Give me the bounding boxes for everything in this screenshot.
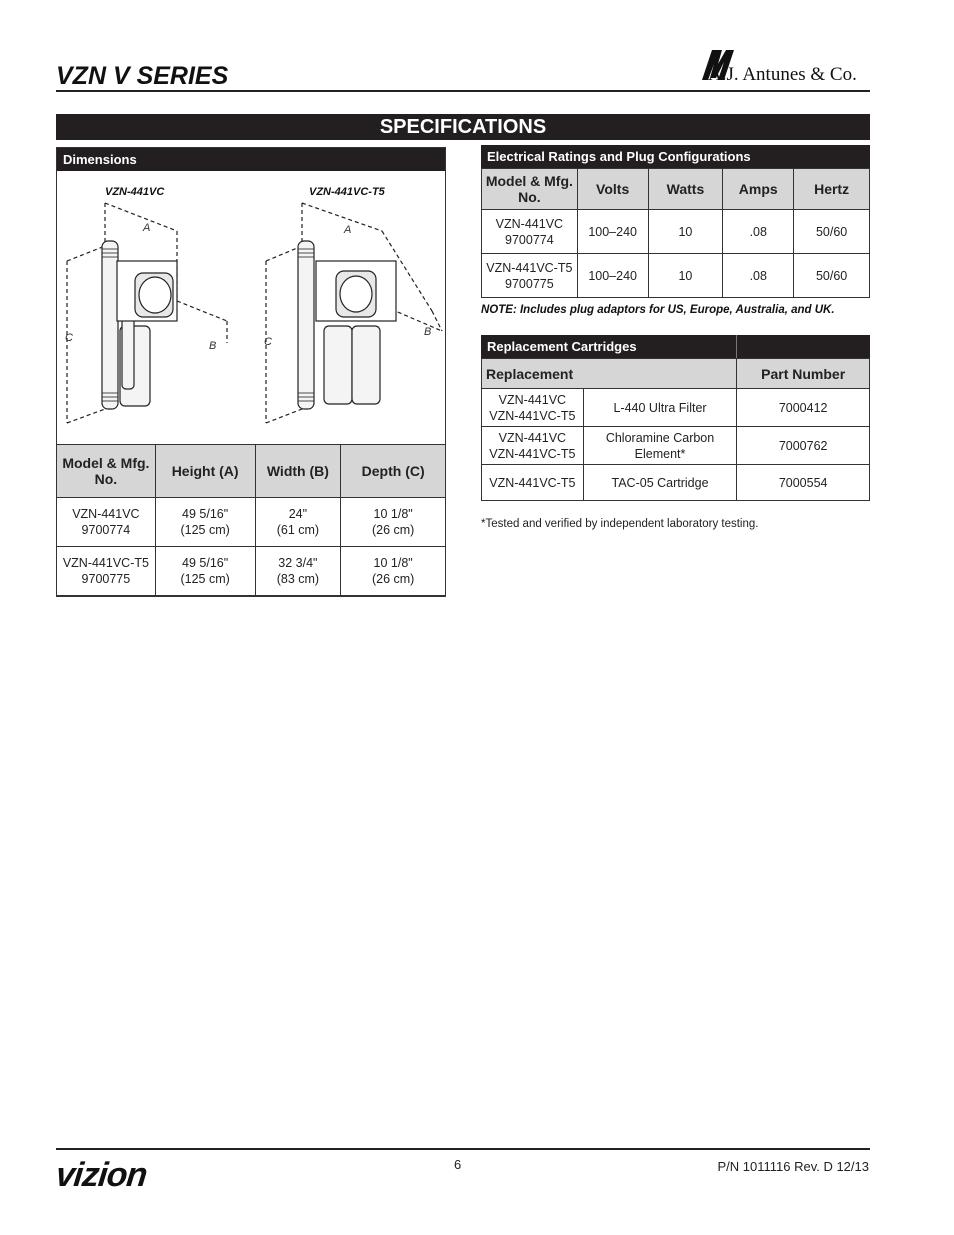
dimensions-heading: Dimensions (57, 148, 445, 171)
col-header-model: Model & Mfg. No. (482, 169, 578, 210)
hertz: 50/60 (794, 254, 870, 298)
drawing-label-441vc: VZN-441VC (105, 186, 165, 198)
width-cm: (83 cm) (276, 572, 320, 586)
document-part-number: P/N 1011116 Rev. D 12/13 (717, 1159, 869, 1174)
model: VZN-441VC-T5 (62, 556, 149, 570)
drawing-label-441vc-t5: VZN-441VC-T5 (309, 186, 385, 198)
width-cm: (61 cm) (276, 523, 320, 537)
table-row (57, 498, 446, 547)
dim-label-b: B (209, 340, 217, 352)
table-row (482, 427, 870, 465)
table-row (482, 210, 870, 254)
table-row (57, 547, 446, 596)
testing-footnote: *Tested and verified by independent laboratory testing. (481, 518, 759, 530)
width: 32 3/4" (278, 556, 318, 570)
document-title: VZN V SERIES (56, 62, 229, 90)
dim-label-a: A (143, 222, 151, 234)
brand-logo (698, 44, 873, 88)
dimensions-drawings (57, 171, 445, 444)
width: 24" (288, 507, 308, 521)
col-header-depth: Depth (C) (341, 445, 446, 498)
height: 49 5/16" (182, 507, 229, 521)
col-header-volts: Volts (577, 169, 648, 210)
section-banner: SPECIFICATIONS (56, 114, 870, 140)
height: 49 5/16" (182, 556, 229, 570)
dim-label-c: C (65, 332, 73, 344)
amps: .08 (723, 210, 794, 254)
depth: 10 1/8" (373, 556, 413, 570)
vizion-logo: vizion (54, 1156, 149, 1194)
watts: 10 (648, 210, 723, 254)
part-number: 7000762 (737, 427, 870, 465)
depth-cm: (26 cm) (371, 572, 415, 586)
electrical-heading: Electrical Ratings and Plug Configurations (481, 145, 870, 168)
hertz: 50/60 (794, 210, 870, 254)
col-header-part-number: Part Number (737, 359, 870, 389)
volts: 100–240 (577, 210, 648, 254)
mfg-number: 9700774 (505, 232, 554, 247)
footer-rule (56, 1148, 870, 1150)
col-header-model: Model & Mfg. No. (57, 445, 156, 498)
col-header-hertz: Hertz (794, 169, 870, 210)
mfg-number: 9700774 (81, 523, 131, 537)
model: VZN-441VC (495, 216, 564, 231)
model: VZN-441VC-T5 (486, 260, 573, 275)
watts: 10 (648, 254, 723, 298)
model: VZN-441VC (498, 430, 567, 445)
part-number: 7000412 (737, 389, 870, 427)
header-rule (56, 90, 870, 92)
cartridge-name: Chloramine Carbon (605, 430, 715, 445)
cartridge-name: Element* (634, 446, 686, 461)
amps: .08 (723, 254, 794, 298)
model: VZN-441VC-T5 (489, 408, 576, 423)
col-header-watts: Watts (648, 169, 723, 210)
volts: 100–240 (577, 254, 648, 298)
dim-label-c: C (264, 336, 272, 348)
part-number: 7000554 (737, 465, 870, 501)
table-row (482, 254, 870, 298)
col-header-height: Height (A) (155, 445, 255, 498)
table-row (482, 389, 870, 427)
depth: 10 1/8" (373, 507, 413, 521)
dimensions-table (56, 444, 446, 596)
height-cm: (125 cm) (180, 572, 230, 586)
table-row (482, 465, 870, 501)
dim-label-b: B (424, 326, 432, 338)
dimensions-panel (56, 147, 446, 597)
electrical-panel (481, 145, 870, 316)
model: VZN-441VC-T5 (489, 446, 576, 461)
cartridge-name: L-440 Ultra Filter (583, 389, 737, 427)
dim-label-a: A (344, 224, 352, 236)
cartridge-name: TAC-05 Cartridge (583, 465, 737, 501)
brand-name: A.J. Antunes & Co. (708, 64, 857, 85)
unit-drawing-441vc (57, 201, 252, 441)
mfg-number: 9700775 (81, 572, 131, 586)
electrical-table (481, 168, 870, 298)
cartridges-heading (481, 335, 870, 358)
model: VZN-441VC-T5 (482, 465, 584, 501)
cartridges-panel (481, 335, 870, 530)
model: VZN-441VC (498, 392, 567, 407)
height-cm: (125 cm) (180, 523, 230, 537)
col-header-replacement: Replacement (482, 359, 737, 389)
page-number: 6 (454, 1157, 462, 1172)
mfg-number: 9700775 (505, 276, 554, 291)
cartridges-heading-text: Replacement Cartridges (487, 339, 637, 354)
col-header-width: Width (B) (255, 445, 341, 498)
unit-drawing-441vc-t5 (252, 201, 447, 441)
plug-note: NOTE: Includes plug adaptors for US, Europe, Australia, and UK. (481, 304, 835, 316)
col-header-amps: Amps (723, 169, 794, 210)
cartridges-table (481, 358, 870, 501)
heading-divider (736, 335, 737, 358)
model: VZN-441VC (72, 507, 140, 521)
depth-cm: (26 cm) (371, 523, 415, 537)
